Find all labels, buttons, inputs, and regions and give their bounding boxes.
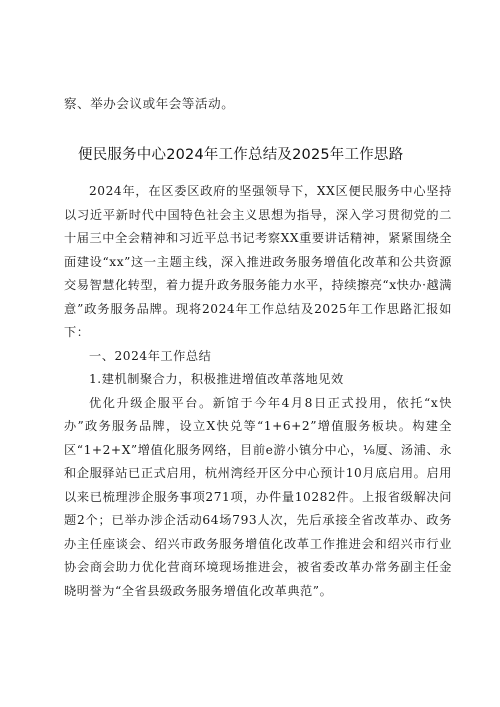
section-heading: 一、2024年工作总结 (89, 348, 212, 363)
intro-paragraph: 2024年，在区委区政府的坚强领导下，XX区便民服务中心坚持以习近平新时代中国特色社会主义思想为指导，深入学习贯彻党的二十届三中全会精神和习近平总书记考察XX重要讲话精神，紧紧围绕全面建设“xx”这一主题主线，深入推进政务服务增值化改革和公共资源交易智慧化转型，着力提升政务服务能力水平，持续擦亮“x快办·越满意”政务服务品牌。现将2024年工作总结及2025年工作思路汇报如下： (64, 184, 453, 339)
document-title: 便民服务中心2024年工作总结及2025年工作思路 (78, 147, 404, 163)
carry-over-text: 察、举办会议或年会等活动。 (64, 96, 235, 111)
document-body (64, 180, 452, 603)
body-paragraph: 优化升级企服平台。新馆于今年4月8日正式投用，依托“x快办”政务服务品牌，设立X快兑等“1+6+2”增值服务板块。构建全区“1+2+X”增值化服务网络，目前e游小镇分中心，⅛厦、汤浦、永和企服驿站已正式启用，杭州湾经开区分中心预计10月底启用。启用以来已梳理涉企服务事项271项，办件量10282件。上报省级解决问题2个；已举办涉企活动64场793人次，先后承接全省改革办、政务办主任座谈会、绍兴市政务服务增值化改革工作推进会和绍兴市行业协会商会助力优化营商环境现场推进会，被省委改革办常务副主任金晓明誉为“全省县级政务服务增值化改革典范”。 (64, 395, 452, 598)
subsection-heading: 1.建机制聚合力，积极推进增值改革落地见效 (89, 372, 344, 386)
